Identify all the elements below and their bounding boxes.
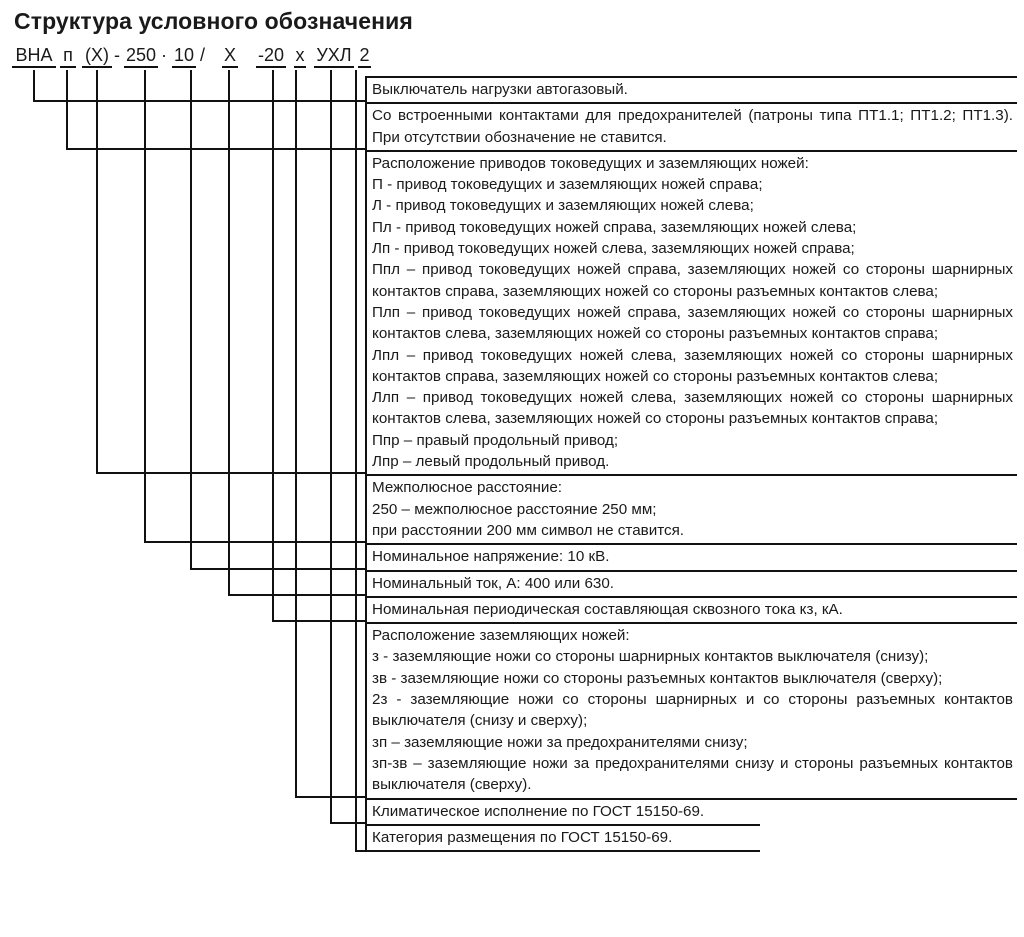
row-text-line: Номинальный ток, А: 400 или 630. xyxy=(372,574,615,592)
leader-line-vertical-5 xyxy=(228,70,230,595)
leader-line-horizontal-3 xyxy=(144,541,366,543)
code-segment-6: -20 xyxy=(256,44,286,68)
row-text-line: Лпр – левый продольный привод. xyxy=(372,453,610,471)
leader-line-vertical-1 xyxy=(66,70,68,149)
row-text-line: Номинальная периодическая составляющая сквозного тока кз, кА. xyxy=(372,600,843,618)
row-climatic-version xyxy=(365,798,1017,824)
row-text-line: при расстоянии 200 мм символ не ставится. xyxy=(372,521,685,539)
row-text-line: Ллп – привод токоведущих ножей слева, заземляющих ножей со стороны шарнирных контактов слева, заземляющих ножей со стороны разъемных контактов справа; xyxy=(372,389,1013,428)
code-segment-7: x xyxy=(294,44,306,68)
row-text-line: Климатическое исполнение по ГОСТ 15150-69. xyxy=(372,802,705,820)
row-text-line: Номинальное напряжение: 10 кВ. xyxy=(372,548,610,566)
code-segment-3: 250 xyxy=(124,44,158,68)
code-segment-0: ВНА xyxy=(12,44,56,68)
row-text-line: 2з - заземляющие ножи со стороны шарнирных и со стороны разъемных контактов выключателя (снизу и сверху); xyxy=(372,691,1013,730)
row-text-line: зп – заземляющие ножи за предохранителями снизу; xyxy=(372,733,748,751)
row-placement-category xyxy=(365,824,760,852)
code-segment-5: X xyxy=(222,44,238,68)
row-rated-current xyxy=(365,570,1017,596)
leader-line-horizontal-4 xyxy=(190,568,366,570)
row-fuse-contacts xyxy=(365,102,1017,150)
row-interpole-distance xyxy=(365,474,1017,543)
row-text-line: зп-зв – заземляющие ножи за предохранителями снизу и стороны разъемных контактов выключателя (сверху). xyxy=(372,754,1013,794)
leader-line-horizontal-5 xyxy=(228,594,366,596)
code-segment-1: п xyxy=(60,44,76,68)
row-drive-arrangement xyxy=(365,150,1017,474)
row-text-line: Со встроенными контактами для предохранителей (патроны типа ПТ1.1; ПТ1.2; ПТ1.3). При отсутствии обозначение не ставится. xyxy=(372,107,1013,146)
row-text-line: Плп – привод токоведущих ножей справа, заземляющих ножей со стороны шарнирных контактов слева, заземляющих ножей со стороны разъемных контактов справа; xyxy=(372,303,1013,343)
row-text-line: Расположение приводов токоведущих и заземляющих ножей: xyxy=(372,154,809,172)
leader-line-horizontal-8 xyxy=(330,822,366,824)
row-text-line: Выключатель нагрузки автогазовый. xyxy=(372,81,628,98)
leader-line-horizontal-1 xyxy=(66,148,366,150)
code-segment-8: УХЛ xyxy=(314,44,354,68)
leader-line-vertical-0 xyxy=(33,70,35,101)
leader-line-horizontal-2 xyxy=(96,472,366,474)
description-rows xyxy=(365,76,1017,852)
row-text-line: зв - заземляющие ножи со стороны разъемных контактов выключателя (сверху); xyxy=(372,669,943,687)
code-segment-2: (X) xyxy=(82,44,112,68)
row-text-line: Л - привод токоведущих и заземляющих ножей слева; xyxy=(372,197,754,215)
row-rated-voltage xyxy=(365,543,1017,569)
leader-line-vertical-4 xyxy=(190,70,192,569)
row-text-line: Межполюсное расстояние: xyxy=(372,479,563,497)
row-text-line: П - привод токоведущих и заземляющих ножей справа; xyxy=(372,176,763,194)
row-short-circuit-current xyxy=(365,596,1017,622)
page-title: Структура условного обозначения xyxy=(14,8,413,34)
code-separator-0: - xyxy=(114,45,120,65)
row-text-line: Категория размещения по ГОСТ 15150-69. xyxy=(372,828,673,846)
code-separator-2: / xyxy=(200,45,206,65)
leader-line-vertical-6 xyxy=(272,70,274,621)
row-text-line: Пл - привод токоведущих ножей справа, заземляющих ножей слева; xyxy=(372,218,857,236)
leader-line-horizontal-6 xyxy=(272,620,366,622)
row-text-line: Лпл – привод токоведущих ножей слева, заземляющих ножей со стороны шарнирных контактов справа, заземляющих ножей со стороны разъемных контактов слева; xyxy=(372,346,1013,385)
code-segment-9: 2 xyxy=(358,44,371,68)
leader-line-vertical-9 xyxy=(355,70,357,851)
leader-line-vertical-3 xyxy=(144,70,146,542)
row-switch-type xyxy=(365,76,1017,102)
row-text-line: 250 – межполюсное расстояние 250 мм; xyxy=(372,500,657,518)
row-text-line: Ппл – привод токоведущих ножей справа, заземляющих ножей со стороны шарнирных контактов справа, заземляющих ножей со стороны разъемных контактов слева; xyxy=(372,261,1013,300)
row-grounding-knives xyxy=(365,622,1017,797)
row-text-line: Ппр – правый продольный привод; xyxy=(372,431,619,449)
row-text-line: Расположение заземляющих ножей: xyxy=(372,627,630,645)
code-separator-1: · xyxy=(161,45,167,65)
leader-line-vertical-8 xyxy=(330,70,332,823)
code-segment-4: 10 xyxy=(172,44,196,68)
leader-line-horizontal-0 xyxy=(33,100,366,102)
row-text-line: з - заземляющие ножи со стороны шарнирных контактов выключателя (снизу); xyxy=(372,648,929,666)
leader-line-vertical-7 xyxy=(295,70,297,797)
leader-line-vertical-2 xyxy=(96,70,98,473)
row-text-line: Лп - привод токоведущих ножей слева, заземляющих ножей справа; xyxy=(372,240,855,258)
